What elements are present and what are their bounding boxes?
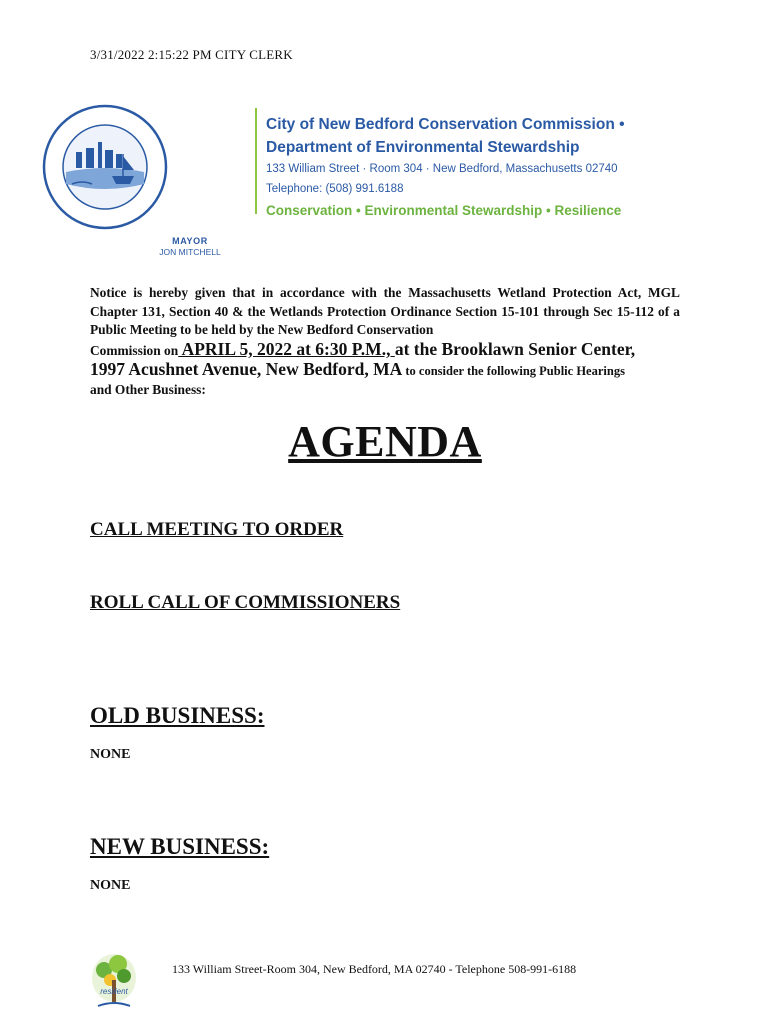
logo-word: resilient [100, 987, 128, 996]
letterhead [266, 113, 625, 222]
new-business-heading: NEW BUSINESS: [90, 834, 270, 859]
mayor-block [140, 236, 240, 257]
public-notice [90, 284, 680, 400]
mayor-name: JON MITCHELL [159, 247, 221, 257]
footer-address: 133 William Street-Room 304, New Bedford, MA 02740 - Telephone 508-991-6188 [172, 962, 577, 976]
city-seal-icon [42, 104, 168, 230]
letterhead-phone: Telephone: (508) 991.6188 [266, 183, 404, 195]
meeting-date-time: APRIL 5, 2022 at 6:30 P.M., [178, 338, 395, 359]
meeting-location: at the Brooklawn Senior Center, [394, 338, 636, 359]
letterhead-address: 133 William Street · Room 304 · New Bedford, Massachusetts 02740 [266, 163, 618, 175]
old-business-heading: OLD BUSINESS: [90, 703, 265, 728]
notice-line-1: Notice is hereby given that in accordance with the Massachusetts Wetland Protection Act, [90, 285, 642, 300]
notice-commission-on: Commission on [90, 342, 179, 358]
meeting-address: 1997 Acushnet Avenue, New Bedford, MA [90, 359, 403, 380]
new-business-value: NONE [90, 878, 131, 893]
call-to-order-heading: CALL MEETING TO ORDER [90, 519, 344, 540]
clerk-timestamp: 3/31/2022 2:15:22 PM CITY CLERK [90, 47, 293, 62]
mayor-title: MAYOR [172, 236, 208, 246]
letterhead-commission: City of New Bedford Conservation Commission • [266, 116, 625, 133]
notice-other-business: and Other Business: [90, 381, 206, 397]
letterhead-tagline: Conservation • Environmental Stewardship • Resilience [266, 203, 622, 218]
notice-consider: to consider the following Public Hearings [402, 364, 625, 379]
old-business-value: NONE [90, 747, 131, 762]
resilient-logo-icon [88, 950, 140, 1012]
letterhead-department: Department of Environmental Stewardship [266, 139, 580, 156]
notice-line-3: through Sec 15-112 of a Public Meeting to be held by the New Bedford Conservation [90, 303, 681, 338]
letterhead-divider [255, 108, 257, 214]
agenda-title: AGENDA [288, 417, 482, 466]
notice-line-2: MGL Chapter 131, Section 40 & the Wetlands Protection Ordinance Section 15-101 [90, 285, 680, 319]
roll-call-heading: ROLL CALL OF COMMISSIONERS [90, 592, 401, 613]
